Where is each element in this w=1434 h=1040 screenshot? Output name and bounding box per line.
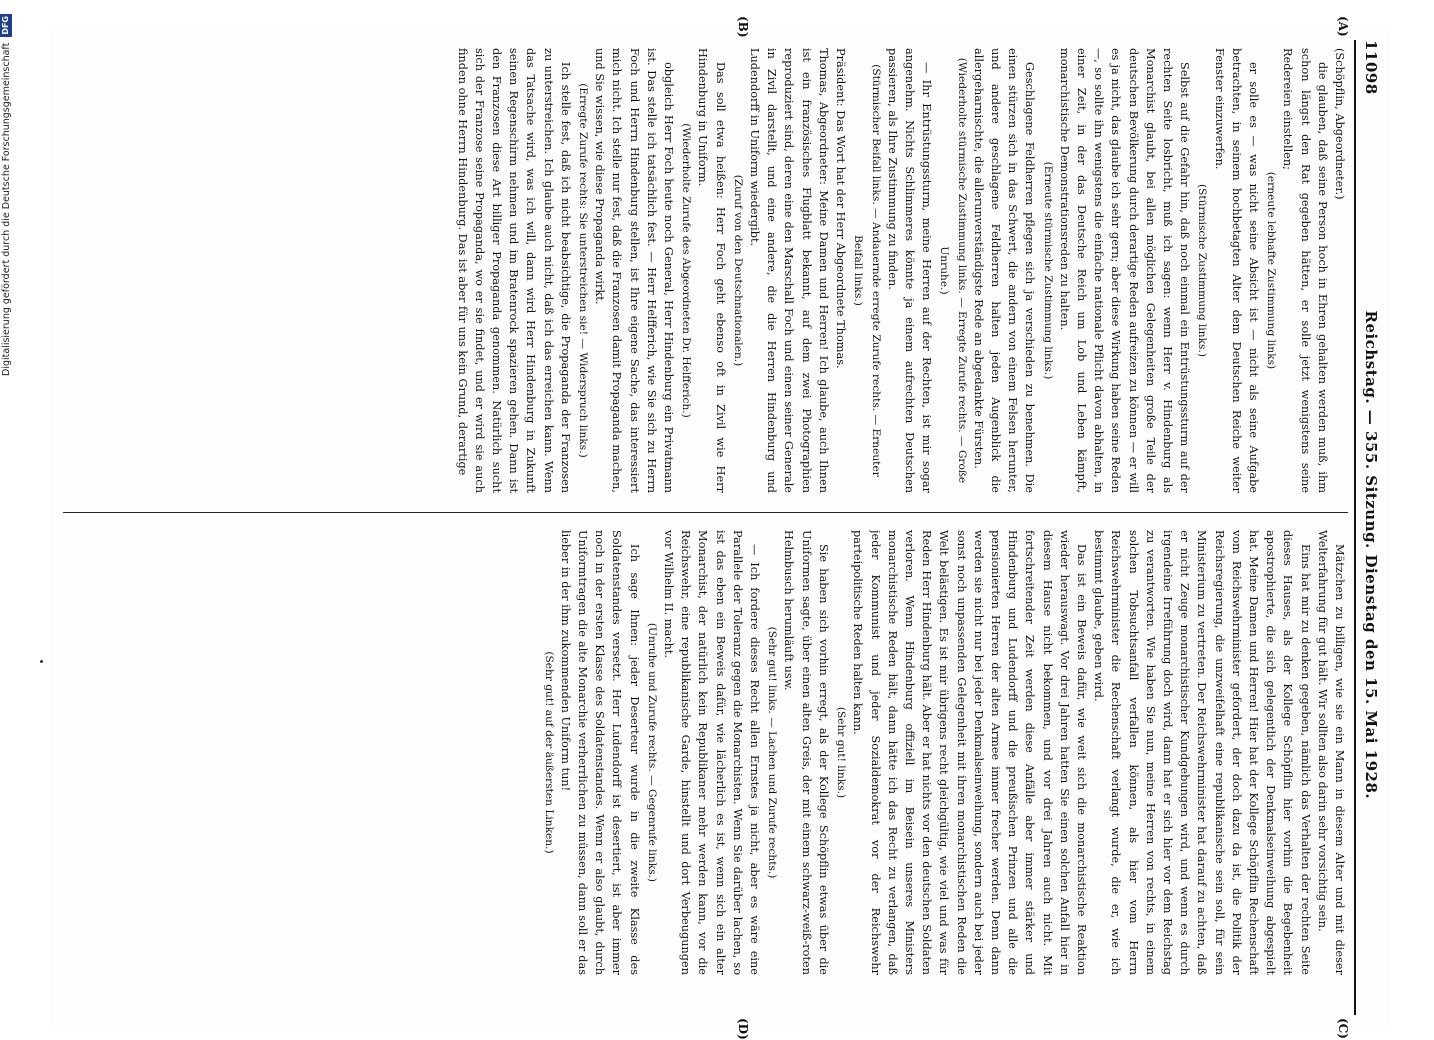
rotated-scan-page: [50, 16, 1390, 1040]
interjection-paragraph: (Sehr gut! auf der äußersten Linken.): [542, 651, 555, 854]
interjection-paragraph: (Sehr gut! links.): [835, 706, 848, 799]
right-text-column: [58, 530, 1348, 975]
interjection-paragraph: (Erneute stürmische Zustimmung links.): [1041, 161, 1054, 380]
digitization-credit-text: Digitalisierung gefördert durch die Deutsche Forschungsgemeinschaft: [0, 42, 12, 376]
interjection-paragraph: (Wiederholte Zurufe des Abgeordneten Dr. Helfferich.): [680, 123, 693, 418]
page-number: 11098: [1362, 40, 1380, 95]
speech-paragraph: Ich stelle fest, daß ich nicht beabsichtige, die Propaganda der Franzosen zu unterstreichen. Ich glaube auch nicht, daß ich das erreichen kann. Wenn das Tatsache wird, was ich will, dann wird Herr Hindenburg in Zukunft seinen Regenschirm nehmen und im Bratenrock spazieren gehen. Dann ist den Franzosen diese Art billiger Propaganda genommen. Natürlich sucht sich der Franzose seine Propaganda, wo er sie findet, und er wird sie auch finden ohne Herrn Hindenburg. Das ist aber für uns kein Grund, derartige: [455, 48, 572, 493]
header-rule: [1354, 40, 1356, 1015]
speech-paragraph: Das ist ein Beweis dafür, wie weit sich die monarchistische Reaktion wieder herauswagt. Vor drei Jahren hatten Sie einen solchen Anfall hier in diesem Hause nicht bekommen, und vor drei Jahren auch nicht. Mit fortschreitender Zeit werden diese Anfälle aber immer stärker und Hindenburg und Ludendorff und die preußischen Prinzen und alle die pensionierten Herren der alten Armee immer frecher werden. Denn dann werden sie nicht nur bei jeder Denkmalseinweihung, sondern auch bei jeder sonst noch unpassenden Gelegenheit mit ihren monarchistischen Reden die Welt belästigen. Es ist mir übrigens recht gleichgültig, wie viel und was für Reden Herr Hindenburg hält. Aber er hat nichts vor den deutschen Soldaten verloren. Wenn Hindenburg offiziell im Beisein unseres Ministers monarchistische Reden hält, dann hätte ich das Recht zu verlangen, daß jeder Kommunist und jeder Sozialdemokrat vor der Reichswehr parteipolitische Reden halten kann.: [851, 530, 1088, 975]
speech-paragraph: Mätzchen zu billigen, wie sie ein Mann in diesem Alter und mit dieser Welterfahrung für gut hält. Wir sollten also darin sehr vorsichtig sein.: [1315, 530, 1346, 975]
speech-paragraph: die glauben, daß seine Person hoch in Ehren gehalten werden muß, ihm schon längst den Rat gegeben hätten, er solle jetzt wenigstens seine Redereien einstellen;: [1281, 48, 1329, 493]
digitization-credit: [0, 0, 13, 1000]
margin-mark-a: (A): [1336, 16, 1350, 37]
margin-mark-d: (D): [736, 1018, 750, 1040]
speech-paragraph: — Ich fordere dieses Recht allen Ernstes ja nicht, aber es wäre eine Parallele der Toleranz gegen die Monarchisten. Wenn Sie darüber lachen, so ist das eben ein Beweis dafür, wie lächerlich es ist, wenn sich ein alter Monarchist, der natürlich kein Republikaner mehr werden kann, vor die Reichswehr, eine republikanische Garde, hinstellt und dort Verbeugungen vor Wilhelm II. macht.: [662, 530, 762, 975]
interjection-paragraph: (Wiederholte stürmische Zustimmung links. — Erregte Zurufe rechts. — Große Unruhe.): [938, 57, 968, 484]
speech-paragraph: Sie haben sich vorhin erregt, als der Kollege Schöpflin etwas über die Uniformen sagte, über einen alten Greis, der mit einem schwarz-weiß-roten Helmbusch herumläuft usw.: [782, 530, 830, 975]
interjection-paragraph: (Sehr gut! links. — Lachen und Zurufe rechts.): [766, 626, 779, 879]
speech-paragraph: Ich sage Ihnen: jeder Deserteur wurde in die zweite Klasse des Soldatenstandes versetzt. Herr Ludendorff ist desertiert, ist aber immer noch in der ersten Klasse des Soldatenstandes. Wenn er also glaubt, durch Uniformtragen die alte Monarchie verherrlichen zu müssen, dann soll er das lieber in der ihm zukommenden Uniform tun!: [558, 530, 641, 975]
speech-paragraph: Geschlagene Feldherren pflegen sich ja verschieden zu benehmen. Die einen stürzen sich in das Schwert, die andern von einem Felsen herunter, und andere geschlagene Feldherren halten jeden Augenblick die allergeharnischte, die allerunverständigste Rede an abgedankte Fürsten.: [971, 48, 1037, 493]
interjection-paragraph: (Zuruf von den Deutschnationalen.): [731, 174, 744, 367]
running-title: Reichstag. — 355. Sitzung. Dienstag den 15. Mai 1928.: [1362, 310, 1380, 800]
margin-mark-c: (C): [1336, 1018, 1350, 1039]
speech-paragraph: Eins hat mir zu denken gegeben, nämlich das Verhalten der rechten Seite dieses Hauses, als der Kollege Schöpflin hier vorhin die Begebenheit apostrophierte, die sich gelegentlich der Denkmalseinweihung abgespielt hat. Meine Damen und Herren! Hier hat der Kollege Schöpflin Rechenschaft vom Reichswehrminister gefordert, der doch dazu da ist, die Politik der Reichsregierung, die unzweifelhaft eine republikanische sein soll, für sein Ministerium zu vertreten. Der Reichswehrminister hat darauf zu achten, daß er nicht Zeuge monarchistischer Kundgebungen wird, und wenn es durch irgendeine Irreführung doch wird, dann hat er sich hier vor dem Reichstag zu verantworten. Wie haben Sie nun, meine Herren von rechts, in einem solchen Tobsuchtsanfall verfallen können, als hier vom Herrn Reichswehrminister die Rechenschaft verlangt wurde, die er, wie ich bestimmt glaube, geben wird.: [1092, 530, 1312, 975]
left-text-column: [58, 48, 1348, 493]
interjection-paragraph: (Stürmischer Beifall links. — Andauernde erregte Zurufe rechts. — Erneuter Beifall links.): [852, 64, 882, 477]
speaker-paragraph: Präsident: Das Wort hat der Herr Abgeordnete Thomas.: [834, 48, 848, 369]
speech-paragraph: Selbst auf die Gefahr hin, daß noch einmal ein Entrüstungssturm auf der rechten Seite losbricht, muß ich sagen: wenn Herr v. Hindenburg als Monarchist glaubt, bei allen möglichen Gelegenheiten große Teile der deutschen Bevölkerung durch derartige Reden aufreizen zu können — er will es ja nicht, das glaube ich sehr gern; aber diese Wirkung haben seine Reden —, so sollte ihn wenigstens die einfache nationale Pflicht davon abhalten, in einer Zeit, in der das Deutsche Reich um Lob und Leben kämpft, monarchistische Demonstrationsreden zu halten.: [1057, 48, 1192, 493]
margin-mark-b: (B): [736, 16, 750, 38]
speech-paragraph: Das soll etwa heißen: Herr Foch geht ebenso oft in Zivil wie Herr Hindenburg in Uniform.: [696, 48, 727, 493]
column-divider: [63, 512, 1348, 513]
interjection-paragraph: (Unruhe und Zurufe rechts. — Gegenrufe links.): [645, 622, 658, 883]
speech-paragraph: er solle es — was nicht seine Absicht ist — nicht als seine Aufgabe betrachten, in seinem hochbetagten Alter dem Deutschen Reiche weiter Fenster einzuwerfen.: [1212, 48, 1260, 493]
interjection-paragraph: (Stürmische Zustimmung links.): [1196, 184, 1209, 357]
speaker-paragraph: (Schöpflin, Abgeordneter.): [1333, 48, 1346, 200]
interjection-paragraph: (erneute lebhafte Zustimmung links): [1265, 171, 1278, 370]
scan-speck: [40, 660, 43, 663]
interjection-paragraph: (Erregte Zurufe rechts: Sie unterstreichen sie! — Widerspruch links.): [577, 83, 590, 458]
speech-paragraph: — Ihr Entrüstungssturm, meine Herren auf der Rechten, ist mir sogar angenehm. Nichts Schlimmeres könnte ja einem aufrechten Deutschen passieren, als Ihre Zustimmung zu finden.: [885, 48, 934, 493]
speech-paragraph: obgleich Herr Foch heute noch General, Herr Hindenburg ein Privatmann ist. Das stelle ich tatsächlich fest. — Herr Helfferich, wie Sie sich zu Herrn Foch und Herrn Hindenburg stellen, ist Ihre eigene Sache, das interessiert mich nicht. Ich stelle nur fest, daß die Franzosen damit Propaganda machen, und Sie wissen, wie diese Propaganda wirkt.: [593, 48, 676, 493]
dfg-logo: DFG: [1, 16, 10, 35]
speaker-paragraph: Thomas, Abgeordneter: Meine Damen und Herren! Ich glaube, auch Ihnen ist ein französisches Flugblatt bekannt, auf dem zwei Photographien reproduziert sind, deren eine den Marschall Foch und einen seiner Generale in Zivil darstellt, und eine andere, die die Herren Hindenburg und Ludendorff in Uniform wiedergibt.: [748, 48, 830, 493]
page-header: [1360, 40, 1382, 1015]
